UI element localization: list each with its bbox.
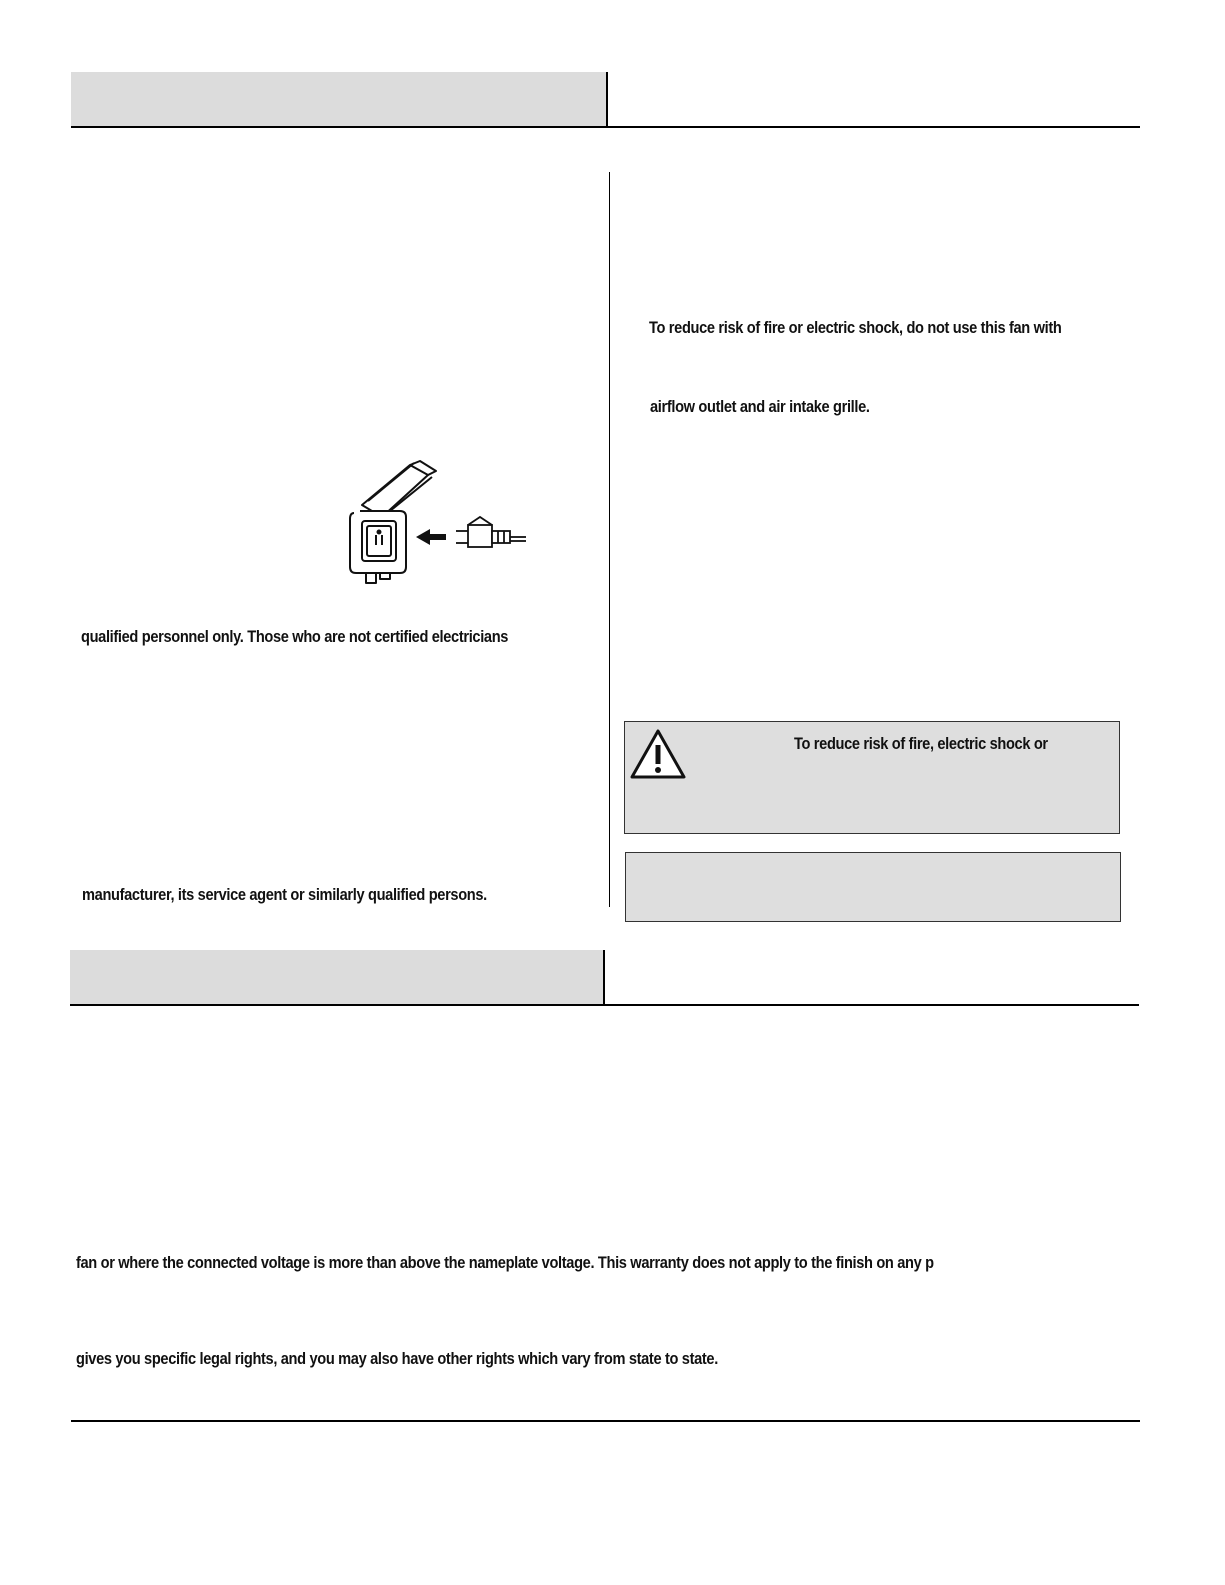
left-text-qualified-personnel: qualified personnel only. Those who are not certified electricians xyxy=(81,627,509,646)
section-header-box-1 xyxy=(71,72,606,127)
warning-box xyxy=(624,721,1120,834)
column-divider xyxy=(609,172,610,907)
right-text-reduce-risk: To reduce risk of fire or electric shock, do not use this fan with xyxy=(649,318,1062,337)
section-header-rule-2 xyxy=(70,1004,1139,1006)
right-text-airflow: airflow outlet and air intake grille. xyxy=(650,397,870,416)
section-header-divider-1 xyxy=(606,72,608,128)
outlet-illustration xyxy=(340,455,540,590)
left-text-manufacturer: manufacturer, its service agent or similarly qualified persons. xyxy=(82,885,487,904)
bottom-rule xyxy=(71,1420,1140,1422)
section-header-box-2 xyxy=(70,950,604,1004)
warranty-text-legal-rights: gives you specific legal rights, and you may also have other rights which vary from state to state. xyxy=(76,1349,718,1368)
warning-triangle-icon xyxy=(629,728,687,780)
outlet-plug-icon xyxy=(340,455,540,590)
caution-box xyxy=(625,852,1121,922)
warranty-text-voltage: fan or where the connected voltage is more than above the nameplate voltage. This warranty does not apply to the finish on any p xyxy=(76,1253,934,1272)
section-header-rule-1 xyxy=(71,126,1140,128)
section-header-divider-2 xyxy=(603,950,605,1005)
warning-box-text: To reduce risk of fire, electric shock or xyxy=(794,734,1048,753)
